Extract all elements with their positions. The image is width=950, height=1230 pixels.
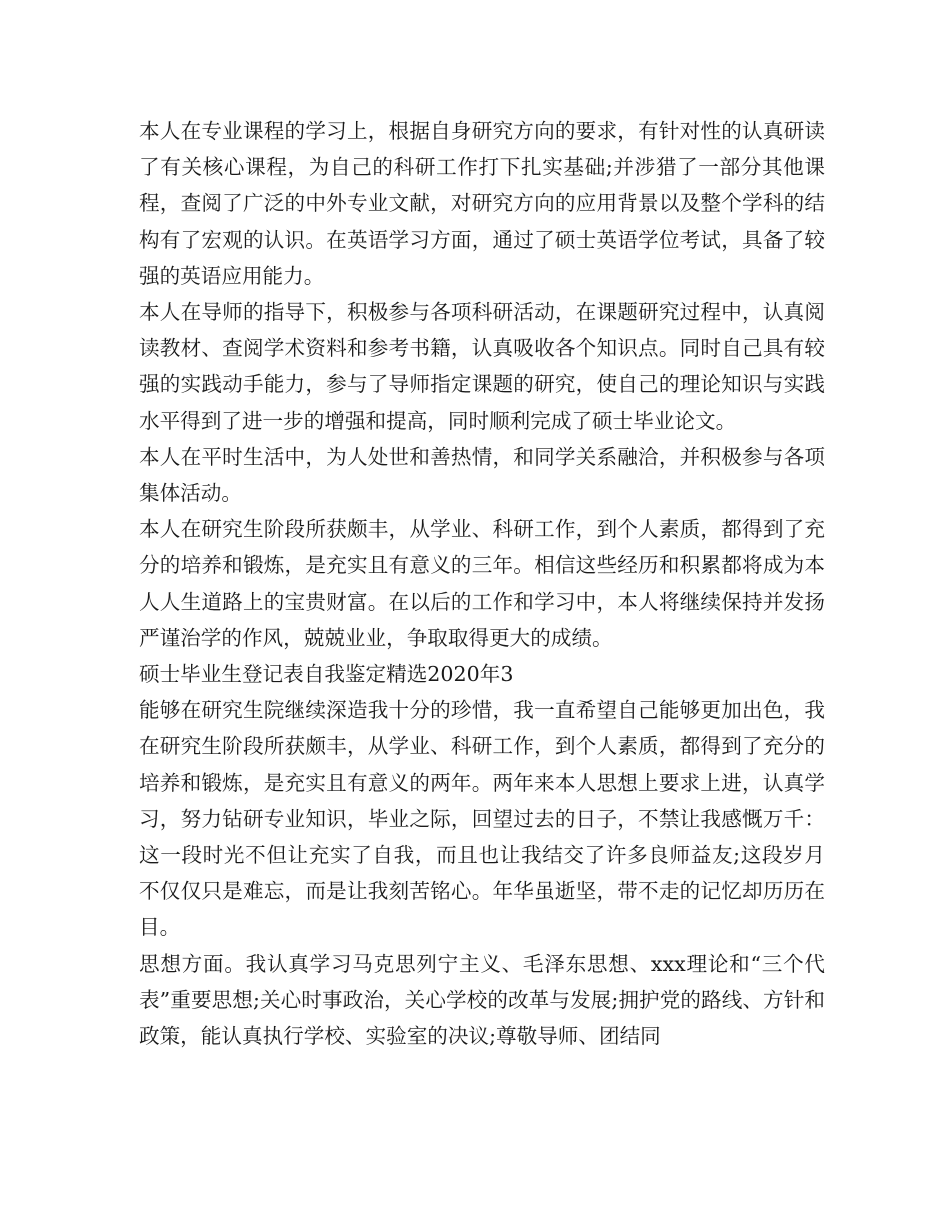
- paragraph-research: 本人在导师的指导下，积极参与各项科研活动，在课题研究过程中，认真阅读教材、查阅学术资料和参考书籍，认真吸收各个知识点。同时自己具有较强的实践动手能力，参与了导师指定课题的研究，使自己的理论知识与实践水平得到了进一步的增强和提高，同时顺利完成了硕士毕业论文。: [139, 300, 825, 433]
- paragraph-life: 本人在平时生活中，为人处世和善热情，和同学关系融洽，并积极参与各项集体活动。: [139, 444, 825, 506]
- document-body: [139, 113, 825, 1054]
- paragraph-ideology: 思想方面。我认真学习马克思列宁主义、毛泽东思想、xxx理论和“三个代表”重要思想;关心时事政治，关心学校的改革与发展;拥护党的路线、方针和政策，能认真执行学校、实验室的决议;尊敬导师、团结同: [139, 951, 825, 1049]
- paragraph-study: 本人在专业课程的学习上，根据自身研究方向的要求，有针对性的认真研读了有关核心课程，为自己的科研工作打下扎实基础;并涉猎了一部分其他课程，查阅了广泛的中外专业文献，对研究方向的应用背景以及整个学科的结构有了宏观的认识。在英语学习方面，通过了硕士英语学位考试，具备了较强的英语应用能力。: [139, 119, 825, 288]
- section-heading: 硕士毕业生登记表自我鉴定精选2020年3: [139, 662, 514, 687]
- paragraph-summary: 本人在研究生阶段所获颇丰，从学业、科研工作，到个人素质，都得到了充分的培养和锻炼，是充实且有意义的三年。相信这些经历和积累都将成为本人人生道路上的宝贵财富。在以后的工作和学习中，本人将继续保持并发扬严谨治学的作风，兢兢业业，争取取得更大的成绩。: [139, 517, 825, 650]
- paragraph-intro: 能够在研究生院继续深造我十分的珍惜，我一直希望自己能够更加出色，我在研究生阶段所获颇丰，从学业、科研工作，到个人素质，都得到了充分的培养和锻炼，是充实且有意义的两年。两年来本人思想上要求上进，认真学习，努力钻研专业知识，毕业之际，回望过去的日子，不禁让我感慨万千：这一段时光不但让充实了自我，而且也让我结交了许多良师益友;这段岁月不仅仅只是难忘，而是让我刻苦铭心。年华虽逝坚，带不走的记忆却历历在目。: [139, 698, 825, 940]
